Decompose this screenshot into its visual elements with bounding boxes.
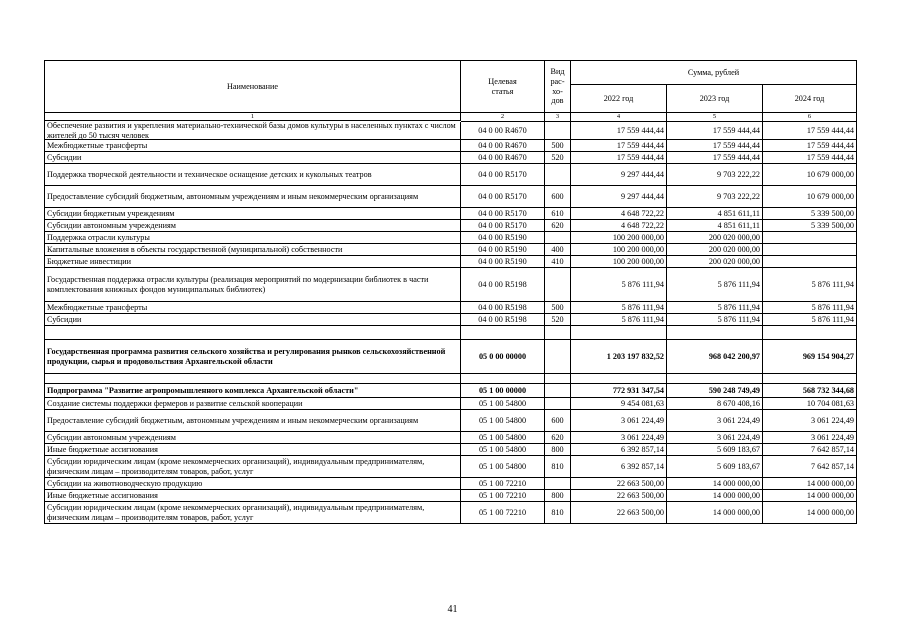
row-name: Предоставление субсидий бюджетным, автономным учреждениям и иным некоммерческим организациям [45, 186, 461, 208]
row-amount-2023: 17 559 444,44 [667, 140, 763, 152]
row-amount-2023: 968 042 200,97 [667, 340, 763, 374]
row-amount-2024: 7 642 857,14 [763, 456, 857, 478]
row-amount-2024: 568 732 344,68 [763, 384, 857, 398]
row-amount-2024: 5 876 111,94 [763, 268, 857, 302]
row-target-code: 04 0 00 R5198 [461, 268, 545, 302]
row-target-code: 05 1 00 54800 [461, 444, 545, 456]
row-target-code: 05 1 00 54800 [461, 432, 545, 444]
row-amount-2024: 5 876 111,94 [763, 302, 857, 314]
row-expense-type: 520 [545, 152, 571, 164]
row-amount-2024: 17 559 444,44 [763, 152, 857, 164]
row-name: Подпрограмма "Развитие агропромышленного комплекса Архангельской области" [45, 384, 461, 398]
row-amount-2024: 10 704 081,63 [763, 398, 857, 410]
row-expense-type: 620 [545, 220, 571, 232]
row-amount-2024: 3 061 224,49 [763, 410, 857, 432]
row-expense-type [545, 164, 571, 186]
row-target-code: 04 0 00 R4670 [461, 122, 545, 140]
row-name: Субсидии автономным учреждениям [45, 220, 461, 232]
row-amount-2022: 4 648 722,22 [571, 220, 667, 232]
row-amount-2023: 14 000 000,00 [667, 502, 763, 524]
row-amount-2023: 200 020 000,00 [667, 232, 763, 244]
budget-table [44, 60, 857, 524]
row-expense-type: 610 [545, 208, 571, 220]
row-amount-2024 [763, 232, 857, 244]
row-target-code: 05 1 00 54800 [461, 456, 545, 478]
row-amount-2023: 9 703 222,22 [667, 164, 763, 186]
row-amount-2022: 1 203 197 832,52 [571, 340, 667, 374]
row-target-code: 04 0 00 R5190 [461, 232, 545, 244]
row-amount-2022: 3 061 224,49 [571, 432, 667, 444]
row-target-code: 04 0 00 R5170 [461, 220, 545, 232]
row-name [45, 326, 461, 340]
header-year-2023: 2023 год [667, 85, 763, 113]
row-expense-type: 500 [545, 140, 571, 152]
row-target-code: 04 0 00 R4670 [461, 152, 545, 164]
row-name: Субсидии юридическим лицам (кроме некоммерческих организаций), индивидуальным предпринимателям, физическим лицам – производителям товаров, работ, услуг [45, 456, 461, 478]
row-expense-type: 620 [545, 432, 571, 444]
row-amount-2022: 17 559 444,44 [571, 122, 667, 140]
row-name: Субсидии на животноводческую продукцию [45, 478, 461, 490]
row-name: Обеспечение развития и укрепления материально-технической базы домов культуры в населенных пунктах с числом жителей до 50 тысяч человек [45, 122, 461, 140]
row-target-code: 05 1 00 72210 [461, 502, 545, 524]
row-name: Государственная поддержка отрасли культуры (реализация мероприятий по модернизации библиотек в части комплектования книжных фондов муниципальных библиотек) [45, 268, 461, 302]
row-target-code: 04 0 00 R5170 [461, 164, 545, 186]
column-index: 2 [461, 113, 545, 122]
row-amount-2023: 5 876 111,94 [667, 268, 763, 302]
row-amount-2022: 4 648 722,22 [571, 208, 667, 220]
row-expense-type: 410 [545, 256, 571, 268]
row-expense-type: 520 [545, 314, 571, 326]
row-name: Иные бюджетные ассигнования [45, 490, 461, 502]
row-amount-2022: 9 297 444,44 [571, 186, 667, 208]
row-amount-2023: 200 020 000,00 [667, 244, 763, 256]
page-number: 41 [447, 604, 458, 615]
row-amount-2024: 10 679 000,00 [763, 164, 857, 186]
row-amount-2023: 200 020 000,00 [667, 256, 763, 268]
row-amount-2022: 3 061 224,49 [571, 410, 667, 432]
column-index: 5 [667, 113, 763, 122]
row-amount-2022: 6 392 857,14 [571, 444, 667, 456]
column-index: 6 [763, 113, 857, 122]
row-expense-type [545, 384, 571, 398]
row-amount-2022: 17 559 444,44 [571, 140, 667, 152]
header-year-2022: 2022 год [571, 85, 667, 113]
row-amount-2022: 5 876 111,94 [571, 314, 667, 326]
row-target-code: 05 1 00 72210 [461, 478, 545, 490]
row-expense-type [545, 374, 571, 384]
row-amount-2022 [571, 326, 667, 340]
header-type: Вид рас-хо-дов [545, 61, 571, 113]
row-name: Поддержка отрасли культуры [45, 232, 461, 244]
row-amount-2023: 5 609 183,67 [667, 456, 763, 478]
row-expense-type [545, 340, 571, 374]
row-expense-type: 400 [545, 244, 571, 256]
row-name: Капитальные вложения в объекты государственной (муниципальной) собственности [45, 244, 461, 256]
row-amount-2023: 5 876 111,94 [667, 302, 763, 314]
row-expense-type [545, 326, 571, 340]
row-amount-2023: 9 703 222,22 [667, 186, 763, 208]
row-name: Межбюджетные трансферты [45, 140, 461, 152]
row-amount-2023 [667, 374, 763, 384]
row-target-code: 05 1 00 72210 [461, 490, 545, 502]
row-target-code: 04 0 00 R5190 [461, 256, 545, 268]
row-target-code: 05 1 00 54800 [461, 398, 545, 410]
row-amount-2022: 9 454 081,63 [571, 398, 667, 410]
row-expense-type [545, 232, 571, 244]
row-expense-type: 600 [545, 186, 571, 208]
row-amount-2022: 100 200 000,00 [571, 232, 667, 244]
row-expense-type [545, 478, 571, 490]
row-name: Предоставление субсидий бюджетным, автономным учреждениям и иным некоммерческим организациям [45, 410, 461, 432]
row-amount-2023: 4 851 611,11 [667, 220, 763, 232]
row-target-code: 04 0 00 R4670 [461, 140, 545, 152]
row-expense-type: 500 [545, 302, 571, 314]
row-amount-2023: 17 559 444,44 [667, 152, 763, 164]
header-sum: Сумма, рублей [571, 61, 857, 85]
row-target-code [461, 326, 545, 340]
row-target-code: 04 0 00 R5170 [461, 186, 545, 208]
row-name: Межбюджетные трансферты [45, 302, 461, 314]
row-name: Иные бюджетные ассигнования [45, 444, 461, 456]
row-name [45, 374, 461, 384]
row-amount-2024: 3 061 224,49 [763, 432, 857, 444]
row-name: Субсидии автономным учреждениям [45, 432, 461, 444]
row-target-code: 05 1 00 00000 [461, 384, 545, 398]
row-amount-2024: 14 000 000,00 [763, 502, 857, 524]
row-amount-2024 [763, 374, 857, 384]
row-amount-2022: 6 392 857,14 [571, 456, 667, 478]
row-amount-2023: 3 061 224,49 [667, 432, 763, 444]
header-year-2024: 2024 год [763, 85, 857, 113]
row-amount-2024: 17 559 444,44 [763, 122, 857, 140]
row-expense-type [545, 398, 571, 410]
row-amount-2022: 5 876 111,94 [571, 302, 667, 314]
row-amount-2024: 10 679 000,00 [763, 186, 857, 208]
row-amount-2023 [667, 326, 763, 340]
row-amount-2022 [571, 374, 667, 384]
row-amount-2022: 22 663 500,00 [571, 502, 667, 524]
column-index: 1 [45, 113, 461, 121]
row-amount-2022: 22 663 500,00 [571, 478, 667, 490]
row-amount-2024: 7 642 857,14 [763, 444, 857, 456]
row-name: Государственная программа развития сельского хозяйства и регулирования рынков сельскохозяйственной продукции, сырья и продовольствия Архангельской области [45, 340, 461, 374]
row-amount-2022: 5 876 111,94 [571, 268, 667, 302]
row-target-code: 04 0 00 R5170 [461, 208, 545, 220]
row-amount-2022: 9 297 444,44 [571, 164, 667, 186]
row-expense-type: 600 [545, 410, 571, 432]
row-target-code [461, 374, 545, 384]
row-target-code: 05 0 00 00000 [461, 340, 545, 374]
column-index: 4 [571, 113, 667, 122]
row-expense-type [545, 268, 571, 302]
row-amount-2024: 969 154 904,27 [763, 340, 857, 374]
row-expense-type: 800 [545, 444, 571, 456]
row-name: Субсидии юридическим лицам (кроме некоммерческих организаций), индивидуальным предпринимателям, физическим лицам – производителям товаров, работ, услуг [45, 502, 461, 524]
row-name: Субсидии бюджетным учреждениям [45, 208, 461, 220]
row-amount-2023: 5 609 183,67 [667, 444, 763, 456]
row-expense-type: 810 [545, 502, 571, 524]
row-amount-2024: 14 000 000,00 [763, 490, 857, 502]
row-amount-2024 [763, 244, 857, 256]
row-target-code: 04 0 00 R5190 [461, 244, 545, 256]
row-amount-2023: 5 876 111,94 [667, 314, 763, 326]
row-name: Создание системы поддержки фермеров и развитие сельской кооперации [45, 398, 461, 410]
row-amount-2024 [763, 256, 857, 268]
row-name: Бюджетные инвестиции [45, 256, 461, 268]
row-amount-2023: 4 851 611,11 [667, 208, 763, 220]
row-amount-2023: 590 248 749,49 [667, 384, 763, 398]
row-amount-2023: 8 670 408,16 [667, 398, 763, 410]
row-amount-2023: 14 000 000,00 [667, 478, 763, 490]
row-amount-2024: 17 559 444,44 [763, 140, 857, 152]
header-name: Наименование [45, 61, 461, 113]
row-amount-2023: 14 000 000,00 [667, 490, 763, 502]
row-amount-2024 [763, 326, 857, 340]
row-target-code: 04 0 00 R5198 [461, 314, 545, 326]
row-target-code: 05 1 00 54800 [461, 410, 545, 432]
row-amount-2024: 5 339 500,00 [763, 208, 857, 220]
row-amount-2024: 5 876 111,94 [763, 314, 857, 326]
row-name: Поддержка творческой деятельности и техническое оснащение детских и кукольных театров [45, 164, 461, 186]
row-amount-2022: 772 931 347,54 [571, 384, 667, 398]
row-expense-type: 810 [545, 456, 571, 478]
row-amount-2024: 5 339 500,00 [763, 220, 857, 232]
row-name: Субсидии [45, 314, 461, 326]
header-target: Целевая статья [461, 61, 545, 113]
column-index: 3 [545, 113, 571, 122]
row-amount-2022: 100 200 000,00 [571, 256, 667, 268]
row-target-code: 04 0 00 R5198 [461, 302, 545, 314]
row-amount-2024: 14 000 000,00 [763, 478, 857, 490]
row-name: Субсидии [45, 152, 461, 164]
row-amount-2022: 100 200 000,00 [571, 244, 667, 256]
row-amount-2022: 22 663 500,00 [571, 490, 667, 502]
row-expense-type: 800 [545, 490, 571, 502]
row-amount-2023: 3 061 224,49 [667, 410, 763, 432]
row-amount-2023: 17 559 444,44 [667, 122, 763, 140]
row-expense-type [545, 122, 571, 140]
row-amount-2022: 17 559 444,44 [571, 152, 667, 164]
